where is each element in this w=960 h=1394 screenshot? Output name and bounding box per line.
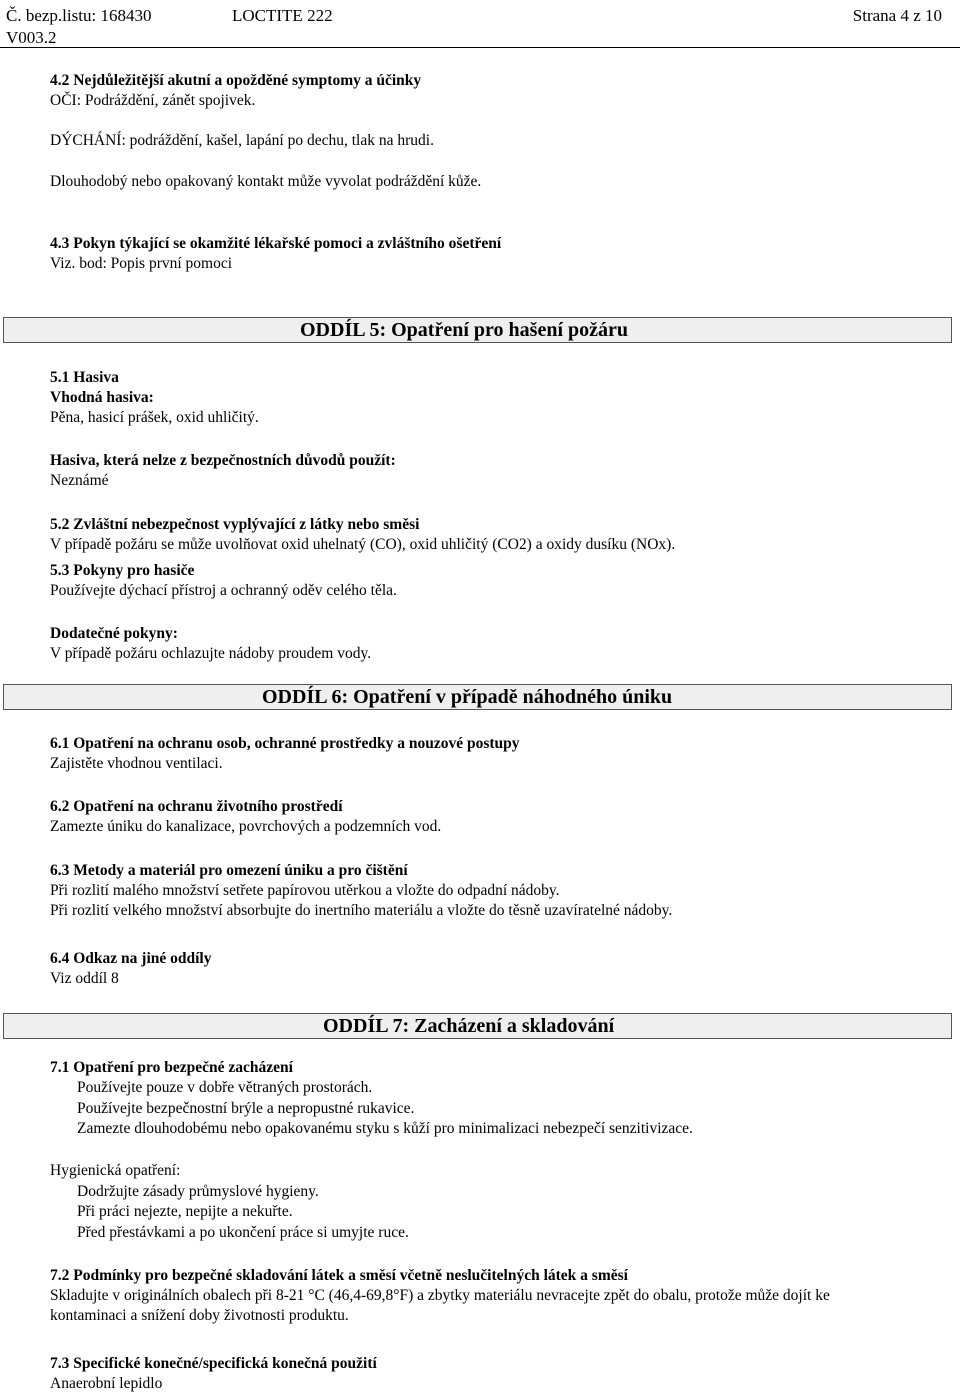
text-7-2-line1: Skladujte v originálních obalech při 8-21 °C (46,4-69,8°F) a zbytky materiálu nevracejte zpět do obalu, protože může dojít ke [50,1287,830,1304]
text-hygiene-practice: Dodržujte zásady průmyslové hygieny. [77,1183,319,1200]
text-6-3-large: Při rozlití velkého množství absorbujte do inertního materiálu a vložte do těsně uzavíratelné nádoby. [50,902,673,919]
text-6-3-small: Při rozlití malého množství setřete papírovou utěrkou a vložte do odpadní nádoby. [50,882,560,899]
header-rule [0,47,960,48]
text-7-1-ventilation: Používejte pouze v dobře větraných prostorách. [77,1079,373,1096]
heading-7-3: 7.3 Specifické konečné/specifická konečná použití [50,1355,377,1372]
text-suitable-media: Pěna, hasicí prášek, oxid uhličitý. [50,409,259,426]
text-skin: Dlouhodobý nebo opakovaný kontakt může vyvolat podráždění kůže. [50,173,482,190]
text-7-1-skin-contact: Zamezte dlouhodobému nebo opakovanému styku s kůží pro minimalizaci nebezpečí senzitivizace. [77,1120,693,1137]
text-unsuitable-media: Neznámé [50,472,109,489]
product-name: LOCTITE 222 [232,6,333,25]
label-unsuitable-media: Hasiva, která nelze z bezpečnostních důvodů použít: [50,452,396,469]
heading-7-2: 7.2 Podmínky pro bezpečné skladování látek a směsí včetně neslučitelných látek a směsí [50,1267,628,1284]
heading-6-2: 6.2 Opatření na ochranu životního prostředí [50,798,343,815]
heading-7-1: 7.1 Opatření pro bezpečné zacházení [50,1059,293,1076]
heading-5-3: 5.3 Pokyny pro hasiče [50,562,195,579]
text-6-1: Zajistěte vhodnou ventilaci. [50,755,223,772]
text-6-4: Viz oddíl 8 [50,970,119,987]
heading-6-3: 6.3 Metody a materiál pro omezení úniku a pro čištění [50,862,408,879]
text-7-1-protection: Používejte bezpečnostní brýle a nepropustné rukavice. [77,1100,415,1117]
label-suitable-media: Vhodná hasiva: [50,389,154,406]
text-eyes: OČI: Podráždění, zánět spojivek. [50,92,256,109]
text-hygiene-no-eating: Při práci nejezte, nepijte a nekuřte. [77,1203,293,1220]
text-4-3: Viz. bod: Popis první pomoci [50,255,233,272]
text-hygiene-wash-hands: Před přestávkami a po ukončení práce si umyjte ruce. [77,1224,409,1241]
section-5-title: ODDÍL 5: Opatření pro hašení požáru [300,319,628,341]
heading-4-2: 4.2 Nejdůležitější akutní a opožděné symptomy a účinky [50,72,422,89]
section-7-title: ODDÍL 7: Zacházení a skladování [323,1015,615,1037]
text-breathing: DÝCHÁNÍ: podráždění, kašel, lapání po dechu, tlak na hrudi. [50,132,434,149]
page-number: Strana 4 z 10 [852,6,942,25]
section-6-title: ODDÍL 6: Opatření v případě náhodného úniku [262,686,673,708]
text-7-2-line2: kontaminaci a snížení doby životnosti produktu. [50,1307,349,1324]
text-5-2: V případě požáru se může uvolňovat oxid uhelnatý (CO), oxid uhličitý (CO2) a oxidy dusíku (NOx). [50,536,676,553]
heading-6-1: 6.1 Opatření na ochranu osob, ochranné prostředky a nouzové postupy [50,735,520,752]
label-additional-advice: Dodatečné pokyny: [50,625,178,642]
text-6-2: Zamezte úniku do kanalizace, povrchových a podzemních vod. [50,818,442,835]
version: V003.2 [6,28,57,47]
text-7-3: Anaerobní lepidlo [50,1375,163,1392]
heading-5-1: 5.1 Hasiva [50,369,119,386]
text-5-3: Používejte dýchací přístroj a ochranný oděv celého těla. [50,582,397,599]
heading-4-3: 4.3 Pokyn týkající se okamžité lékařské pomoci a zvláštního ošetření [50,235,502,252]
text-additional-advice: V případě požáru ochlazujte nádoby proudem vody. [50,645,372,662]
heading-6-4: 6.4 Odkaz na jiné oddíly [50,950,212,967]
label-hygiene: Hygienická opatření: [50,1162,181,1179]
heading-5-2: 5.2 Zvláštní nebezpečnost vyplývající z látky nebo směsi [50,516,420,533]
document-number: Č. bezp.listu: 168430 [6,6,152,25]
